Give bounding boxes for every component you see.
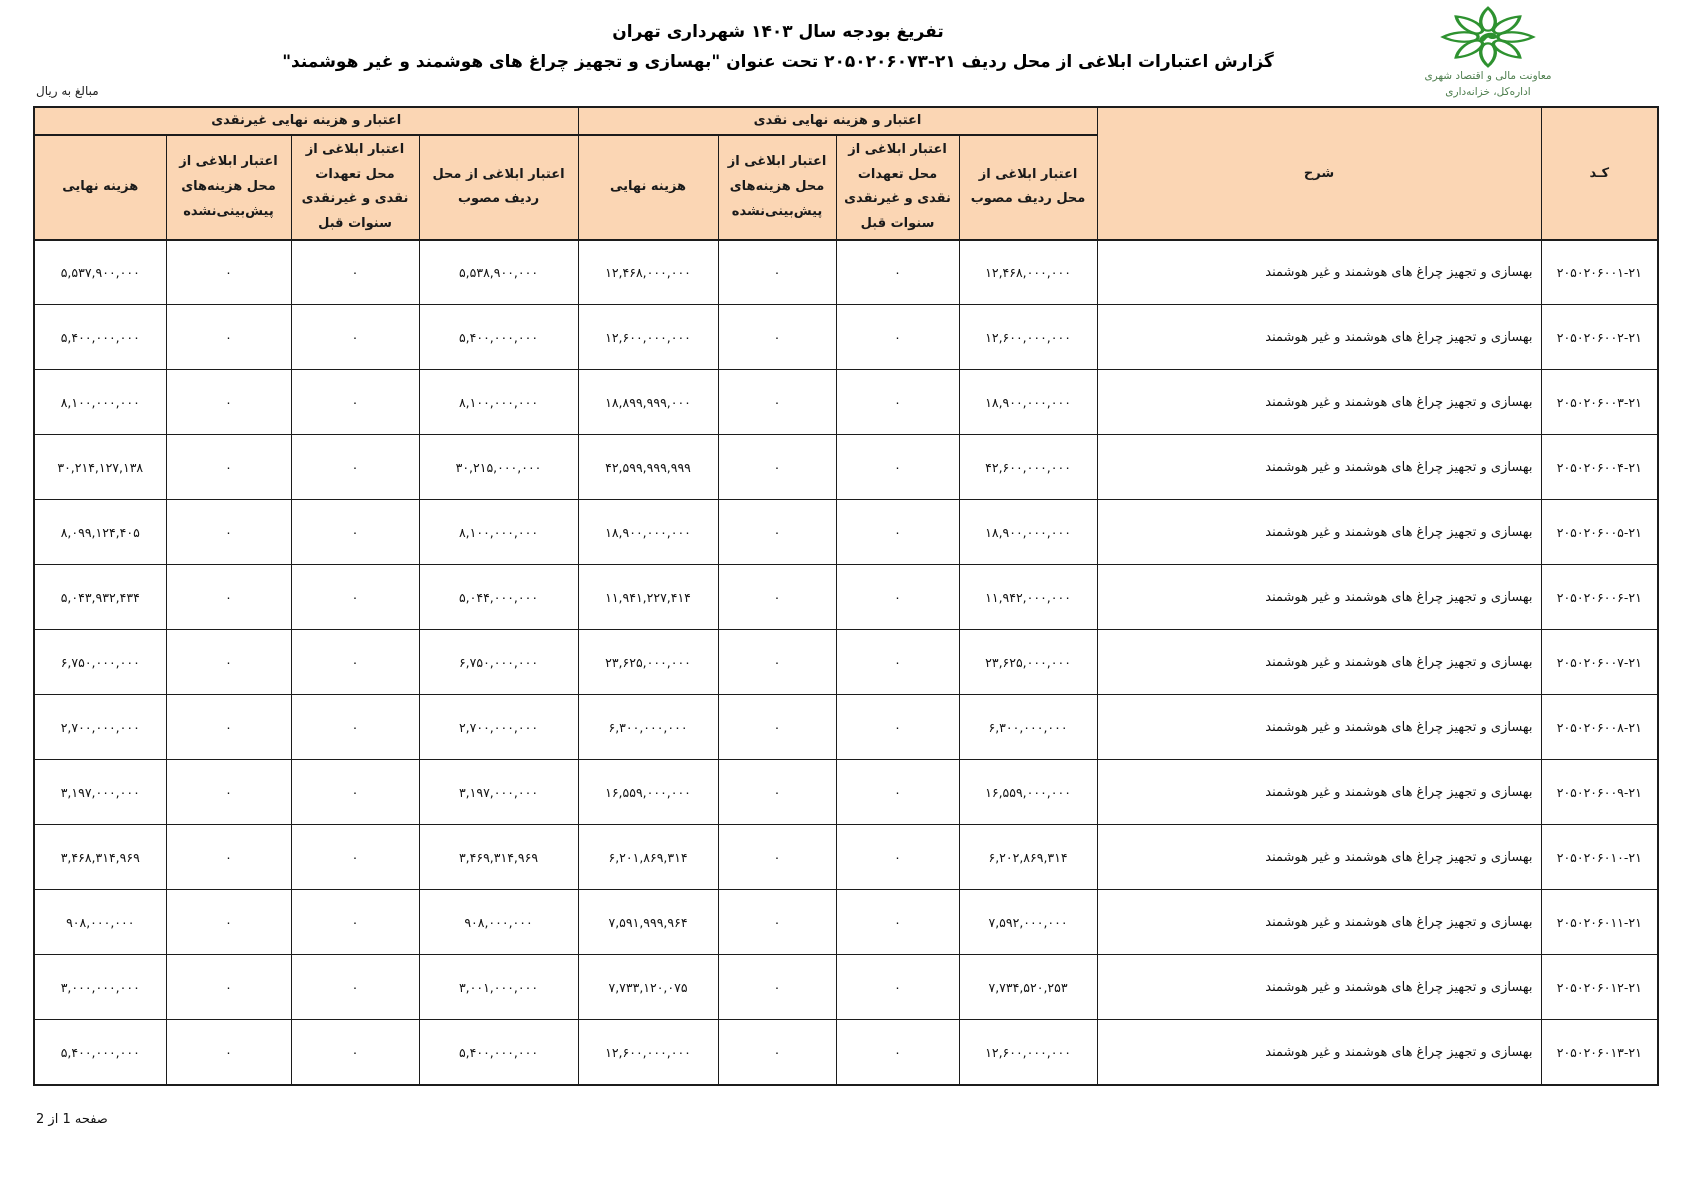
cash-final-cell: ۱۱,۹۴۱,۲۲۷,۴۱۴ [578, 565, 718, 630]
table-row [34, 825, 1658, 890]
cash-final-cell: ۷,۵۹۱,۹۹۹,۹۶۴ [578, 890, 718, 955]
code-cell: ۲۰۵۰۲۰۶۰۱۱-۲۱ [1541, 890, 1658, 955]
noncash-final-cell: ۳,۱۹۷,۰۰۰,۰۰۰ [34, 760, 166, 825]
cash-unforeseen-cell: ۰ [718, 435, 836, 500]
description-cell: بهسازی و تجهیز چراغ های هوشمند و غیر هوشمند [1097, 500, 1541, 565]
code-cell: ۲۰۵۰۲۰۶۰۰۴-۲۱ [1541, 435, 1658, 500]
noncash-final-cell: ۵,۰۴۳,۹۳۲,۴۳۴ [34, 565, 166, 630]
cash-approved-cell: ۱۲,۴۶۸,۰۰۰,۰۰۰ [959, 240, 1097, 305]
cash-approved-cell: ۱۸,۹۰۰,۰۰۰,۰۰۰ [959, 370, 1097, 435]
cash-commitments-cell: ۰ [836, 565, 959, 630]
cash-commitments-cell: ۰ [836, 305, 959, 370]
cash-commitments-cell: ۰ [836, 695, 959, 760]
cash-approved-cell: ۶,۳۰۰,۰۰۰,۰۰۰ [959, 695, 1097, 760]
column-header-noncash-unforeseen: اعتبار ابلاغی از محل هزینه‌های پیش‌بینی‌نشده [166, 135, 291, 240]
noncash-unforeseen-cell: ۰ [166, 760, 291, 825]
cash-unforeseen-cell: ۰ [718, 760, 836, 825]
noncash-approved-cell: ۲,۷۰۰,۰۰۰,۰۰۰ [419, 695, 578, 760]
cash-commitments-cell: ۰ [836, 630, 959, 695]
noncash-commitments-cell: ۰ [291, 825, 419, 890]
cash-unforeseen-cell: ۰ [718, 955, 836, 1020]
cash-approved-cell: ۱۲,۶۰۰,۰۰۰,۰۰۰ [959, 305, 1097, 370]
cash-unforeseen-cell: ۰ [718, 695, 836, 760]
noncash-final-cell: ۵,۵۳۷,۹۰۰,۰۰۰ [34, 240, 166, 305]
noncash-unforeseen-cell: ۰ [166, 435, 291, 500]
cash-approved-cell: ۱۶,۵۵۹,۰۰۰,۰۰۰ [959, 760, 1097, 825]
column-header-noncash-commitments: اعتبار ابلاغی از محل تعهدات نقدی و غیرنقدی سنوات قبل [291, 135, 419, 240]
cash-final-cell: ۶,۲۰۱,۸۶۹,۳۱۴ [578, 825, 718, 890]
document-title-line2: گزارش اعتبارات ابلاغی از محل ردیف ۲۱-۲۰۵۰۲۰۶۰۷۳ تحت عنوان "بهسازی و تجهیز چراغ های هوشمند و غیر هوشمند" [282, 52, 1274, 72]
description-cell: بهسازی و تجهیز چراغ های هوشمند و غیر هوشمند [1097, 240, 1541, 305]
noncash-commitments-cell: ۰ [291, 305, 419, 370]
noncash-approved-cell: ۵,۰۴۴,۰۰۰,۰۰۰ [419, 565, 578, 630]
noncash-commitments-cell: ۰ [291, 695, 419, 760]
noncash-commitments-cell: ۰ [291, 1020, 419, 1085]
noncash-commitments-cell: ۰ [291, 240, 419, 305]
noncash-commitments-cell: ۰ [291, 630, 419, 695]
cash-approved-cell: ۲۳,۶۲۵,۰۰۰,۰۰۰ [959, 630, 1097, 695]
cash-final-cell: ۴۲,۵۹۹,۹۹۹,۹۹۹ [578, 435, 718, 500]
table-row [34, 240, 1658, 305]
noncash-approved-cell: ۶,۷۵۰,۰۰۰,۰۰۰ [419, 630, 578, 695]
column-header-cash-commitments: اعتبار ابلاغی از محل تعهدات نقدی و غیرنقدی سنوات قبل [836, 135, 959, 240]
code-cell: ۲۰۵۰۲۰۶۰۱۲-۲۱ [1541, 955, 1658, 1020]
code-cell: ۲۰۵۰۲۰۶۰۰۱-۲۱ [1541, 240, 1658, 305]
column-header-cash-approved: اعتبار ابلاغی از محل ردیف مصوب [959, 135, 1097, 240]
cash-approved-cell: ۱۸,۹۰۰,۰۰۰,۰۰۰ [959, 500, 1097, 565]
description-cell: بهسازی و تجهیز چراغ های هوشمند و غیر هوشمند [1097, 370, 1541, 435]
noncash-unforeseen-cell: ۰ [166, 825, 291, 890]
cash-unforeseen-cell: ۰ [718, 630, 836, 695]
cash-commitments-cell: ۰ [836, 370, 959, 435]
noncash-commitments-cell: ۰ [291, 500, 419, 565]
cash-final-cell: ۶,۳۰۰,۰۰۰,۰۰۰ [578, 695, 718, 760]
cash-unforeseen-cell: ۰ [718, 305, 836, 370]
logo-block [1408, 6, 1568, 101]
code-cell: ۲۰۵۰۲۰۶۰۰۲-۲۱ [1541, 305, 1658, 370]
group-header-cash: اعتبار و هزینه نهایی نقدی [578, 107, 1097, 135]
noncash-unforeseen-cell: ۰ [166, 955, 291, 1020]
cash-commitments-cell: ۰ [836, 500, 959, 565]
noncash-unforeseen-cell: ۰ [166, 1020, 291, 1085]
cash-commitments-cell: ۰ [836, 760, 959, 825]
noncash-commitments-cell: ۰ [291, 955, 419, 1020]
noncash-unforeseen-cell: ۰ [166, 305, 291, 370]
amounts-note: مبالغ به ریال [36, 84, 99, 98]
noncash-unforeseen-cell: ۰ [166, 370, 291, 435]
logo-org-line2: اداره‌کل، خزانه‌داری [1445, 86, 1531, 99]
description-cell: بهسازی و تجهیز چراغ های هوشمند و غیر هوشمند [1097, 305, 1541, 370]
noncash-approved-cell: ۹۰۸,۰۰۰,۰۰۰ [419, 890, 578, 955]
group-header-noncash: اعتبار و هزینه نهایی غیرنقدی [34, 107, 578, 135]
cash-approved-cell: ۶,۲۰۲,۸۶۹,۳۱۴ [959, 825, 1097, 890]
table-row [34, 955, 1658, 1020]
noncash-approved-cell: ۵,۴۰۰,۰۰۰,۰۰۰ [419, 305, 578, 370]
description-cell: بهسازی و تجهیز چراغ های هوشمند و غیر هوشمند [1097, 565, 1541, 630]
noncash-final-cell: ۳,۴۶۸,۳۱۴,۹۶۹ [34, 825, 166, 890]
noncash-approved-cell: ۵,۴۰۰,۰۰۰,۰۰۰ [419, 1020, 578, 1085]
table-row [34, 305, 1658, 370]
cash-final-cell: ۱۲,۴۶۸,۰۰۰,۰۰۰ [578, 240, 718, 305]
cash-unforeseen-cell: ۰ [718, 240, 836, 305]
page-footer: صفحه 1 از 2 [36, 1112, 108, 1127]
noncash-approved-cell: ۸,۱۰۰,۰۰۰,۰۰۰ [419, 500, 578, 565]
column-header-cash-unforeseen: اعتبار ابلاغی از محل هزینه‌های پیش‌بینی‌نشده [718, 135, 836, 240]
code-cell: ۲۰۵۰۲۰۶۰۰۳-۲۱ [1541, 370, 1658, 435]
cash-commitments-cell: ۰ [836, 240, 959, 305]
column-header-cash-final: هزینه نهایی [578, 135, 718, 240]
noncash-unforeseen-cell: ۰ [166, 565, 291, 630]
column-header-description: شرح [1097, 107, 1541, 240]
table-row [34, 695, 1658, 760]
table-header [34, 107, 1658, 240]
table-body [34, 240, 1658, 1085]
table-row [34, 500, 1658, 565]
cash-unforeseen-cell: ۰ [718, 890, 836, 955]
cash-unforeseen-cell: ۰ [718, 370, 836, 435]
description-cell: بهسازی و تجهیز چراغ های هوشمند و غیر هوشمند [1097, 955, 1541, 1020]
cash-final-cell: ۱۲,۶۰۰,۰۰۰,۰۰۰ [578, 1020, 718, 1085]
cash-final-cell: ۱۸,۸۹۹,۹۹۹,۰۰۰ [578, 370, 718, 435]
noncash-unforeseen-cell: ۰ [166, 240, 291, 305]
code-cell: ۲۰۵۰۲۰۶۰۱۰-۲۱ [1541, 825, 1658, 890]
noncash-final-cell: ۳۰,۲۱۴,۱۲۷,۱۳۸ [34, 435, 166, 500]
noncash-approved-cell: ۳,۱۹۷,۰۰۰,۰۰۰ [419, 760, 578, 825]
description-cell: بهسازی و تجهیز چراغ های هوشمند و غیر هوشمند [1097, 1020, 1541, 1085]
table-row [34, 565, 1658, 630]
noncash-commitments-cell: ۰ [291, 760, 419, 825]
cash-approved-cell: ۴۲,۶۰۰,۰۰۰,۰۰۰ [959, 435, 1097, 500]
cash-final-cell: ۱۶,۵۵۹,۰۰۰,۰۰۰ [578, 760, 718, 825]
column-header-noncash-approved: اعتبار ابلاغی از محل ردیف مصوب [419, 135, 578, 240]
noncash-unforeseen-cell: ۰ [166, 890, 291, 955]
document-title-line1: تفریغ بودجه سال ۱۴۰۳ شهرداری تهران [612, 22, 944, 42]
description-cell: بهسازی و تجهیز چراغ های هوشمند و غیر هوشمند [1097, 760, 1541, 825]
code-cell: ۲۰۵۰۲۰۶۰۰۸-۲۱ [1541, 695, 1658, 760]
noncash-unforeseen-cell: ۰ [166, 695, 291, 760]
cash-final-cell: ۱۲,۶۰۰,۰۰۰,۰۰۰ [578, 305, 718, 370]
table-row [34, 370, 1658, 435]
noncash-final-cell: ۲,۷۰۰,۰۰۰,۰۰۰ [34, 695, 166, 760]
noncash-approved-cell: ۸,۱۰۰,۰۰۰,۰۰۰ [419, 370, 578, 435]
column-header-noncash-final: هزینه نهایی [34, 135, 166, 240]
code-cell: ۲۰۵۰۲۰۶۰۰۹-۲۱ [1541, 760, 1658, 825]
code-cell: ۲۰۵۰۲۰۶۰۰۶-۲۱ [1541, 565, 1658, 630]
description-cell: بهسازی و تجهیز چراغ های هوشمند و غیر هوشمند [1097, 890, 1541, 955]
code-cell: ۲۰۵۰۲۰۶۰۰۷-۲۱ [1541, 630, 1658, 695]
cash-commitments-cell: ۰ [836, 890, 959, 955]
description-cell: بهسازی و تجهیز چراغ های هوشمند و غیر هوشمند [1097, 435, 1541, 500]
tehran-municipality-logo [1436, 6, 1540, 68]
noncash-approved-cell: ۳۰,۲۱۵,۰۰۰,۰۰۰ [419, 435, 578, 500]
cash-commitments-cell: ۰ [836, 1020, 959, 1085]
cash-approved-cell: ۷,۷۳۴,۵۲۰,۲۵۳ [959, 955, 1097, 1020]
table-row [34, 760, 1658, 825]
noncash-approved-cell: ۳,۰۰۱,۰۰۰,۰۰۰ [419, 955, 578, 1020]
table-row [34, 1020, 1658, 1085]
cash-commitments-cell: ۰ [836, 435, 959, 500]
logo-org-line1: معاونت مالی و اقتصاد شهری [1424, 70, 1552, 82]
cash-final-cell: ۷,۷۳۳,۱۲۰,۰۷۵ [578, 955, 718, 1020]
noncash-approved-cell: ۳,۴۶۹,۳۱۴,۹۶۹ [419, 825, 578, 890]
cash-unforeseen-cell: ۰ [718, 1020, 836, 1085]
noncash-unforeseen-cell: ۰ [166, 500, 291, 565]
cash-approved-cell: ۱۱,۹۴۲,۰۰۰,۰۰۰ [959, 565, 1097, 630]
cash-unforeseen-cell: ۰ [718, 825, 836, 890]
cash-approved-cell: ۱۲,۶۰۰,۰۰۰,۰۰۰ [959, 1020, 1097, 1085]
noncash-commitments-cell: ۰ [291, 565, 419, 630]
code-cell: ۲۰۵۰۲۰۶۰۰۵-۲۱ [1541, 500, 1658, 565]
noncash-final-cell: ۳,۰۰۰,۰۰۰,۰۰۰ [34, 955, 166, 1020]
column-header-code: کـد [1541, 107, 1658, 240]
cash-approved-cell: ۷,۵۹۲,۰۰۰,۰۰۰ [959, 890, 1097, 955]
noncash-final-cell: ۵,۴۰۰,۰۰۰,۰۰۰ [34, 305, 166, 370]
description-cell: بهسازی و تجهیز چراغ های هوشمند و غیر هوشمند [1097, 825, 1541, 890]
code-cell: ۲۰۵۰۲۰۶۰۱۳-۲۱ [1541, 1020, 1658, 1085]
cash-unforeseen-cell: ۰ [718, 500, 836, 565]
noncash-final-cell: ۵,۴۰۰,۰۰۰,۰۰۰ [34, 1020, 166, 1085]
noncash-commitments-cell: ۰ [291, 890, 419, 955]
noncash-commitments-cell: ۰ [291, 435, 419, 500]
noncash-final-cell: ۶,۷۵۰,۰۰۰,۰۰۰ [34, 630, 166, 695]
table-row [34, 435, 1658, 500]
noncash-final-cell: ۸,۱۰۰,۰۰۰,۰۰۰ [34, 370, 166, 435]
budget-table [33, 106, 1659, 1086]
cash-final-cell: ۱۸,۹۰۰,۰۰۰,۰۰۰ [578, 500, 718, 565]
description-cell: بهسازی و تجهیز چراغ های هوشمند و غیر هوشمند [1097, 630, 1541, 695]
noncash-commitments-cell: ۰ [291, 370, 419, 435]
description-cell: بهسازی و تجهیز چراغ های هوشمند و غیر هوشمند [1097, 695, 1541, 760]
cash-commitments-cell: ۰ [836, 825, 959, 890]
table-row [34, 630, 1658, 695]
cash-commitments-cell: ۰ [836, 955, 959, 1020]
table-row [34, 890, 1658, 955]
noncash-unforeseen-cell: ۰ [166, 630, 291, 695]
cash-final-cell: ۲۳,۶۲۵,۰۰۰,۰۰۰ [578, 630, 718, 695]
noncash-approved-cell: ۵,۵۳۸,۹۰۰,۰۰۰ [419, 240, 578, 305]
noncash-final-cell: ۸,۰۹۹,۱۲۴,۴۰۵ [34, 500, 166, 565]
cash-unforeseen-cell: ۰ [718, 565, 836, 630]
noncash-final-cell: ۹۰۸,۰۰۰,۰۰۰ [34, 890, 166, 955]
